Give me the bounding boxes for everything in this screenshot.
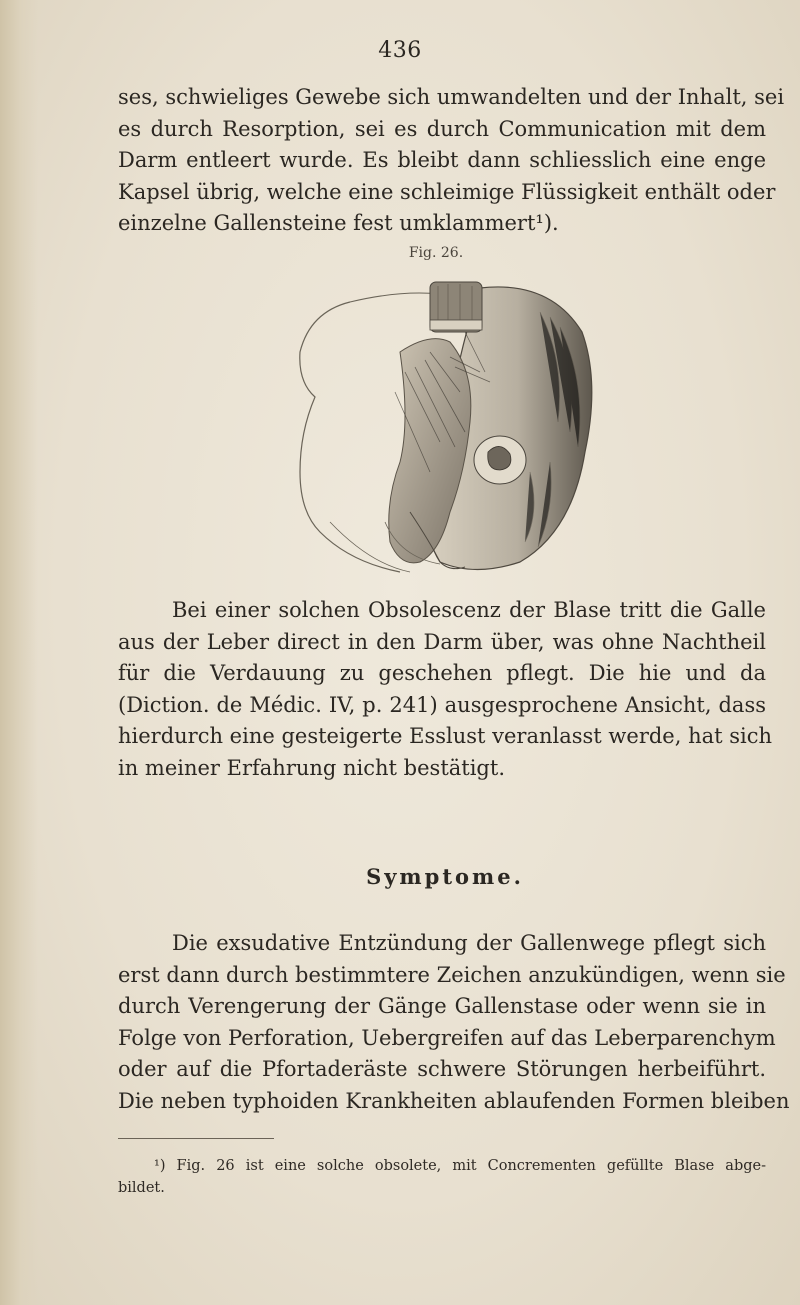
gallbladder-illustration [290,272,610,587]
text-line: es durch Resorption, sei es durch Communication mit dem [118,116,766,141]
footnote-line: ¹) Fig. 26 ist eine solche obsolete, mit Concrementen gefüllte Blase abge- [154,1158,766,1174]
page-number: 436 [378,38,422,63]
text-line: aus der Leber direct in den Darm über, was ohne Nachtheil [118,629,766,654]
text-line: ses, schwieliges Gewebe sich umwandelten und der Inhalt, sei [118,85,785,109]
footnote [118,1155,766,1199]
footnote-line: bildet. [118,1180,165,1196]
text-line: Bei einer solchen Obsolescenz der Blase tritt die Galle [172,598,766,622]
text-line: Folge von Perforation, Uebergreifen auf das Leberparenchym [118,1025,776,1050]
paragraph-3 [118,928,790,1117]
text-line: Die exsudative Entzündung der Gallenwege pflegt sich [172,931,766,955]
page-edge-shadow [0,0,38,1305]
text-line: Kapsel übrig, welche eine schleimige Flüssigkeit enthält oder [118,179,776,204]
footnote-divider [118,1138,274,1139]
text-line: Darm entleert wurde. Es bleibt dann schliesslich eine enge [118,148,766,172]
text-line: in meiner Erfahrung nicht bestätigt. [118,755,505,780]
paragraph-1 [118,82,785,240]
section-heading: Symptome. [366,864,524,889]
text-line: durch Verengerung der Gänge Gallenstase oder wenn sie in [118,994,766,1018]
text-line: einzelne Gallensteine fest umklammert¹). [118,211,559,235]
paragraph-2 [118,595,773,784]
text-line: Die neben typhoiden Krankheiten ablaufenden Formen bleiben [118,1088,790,1113]
figure-caption: Fig. 26. [408,245,464,261]
text-line: für die Verdauung zu geschehen pflegt. Die hie und da [118,661,766,685]
text-line: erst dann durch bestimmtere Zeichen anzukündigen, wenn sie [118,962,786,987]
text-line: oder auf die Pfortaderäste schwere Störungen herbeiführt. [118,1057,766,1081]
text-line: (Diction. de Médic. IV, p. 241) ausgesprochene Ansicht, dass [118,692,766,717]
text-line: hierdurch eine gesteigerte Esslust veranlasst werde, hat sich [118,724,773,748]
